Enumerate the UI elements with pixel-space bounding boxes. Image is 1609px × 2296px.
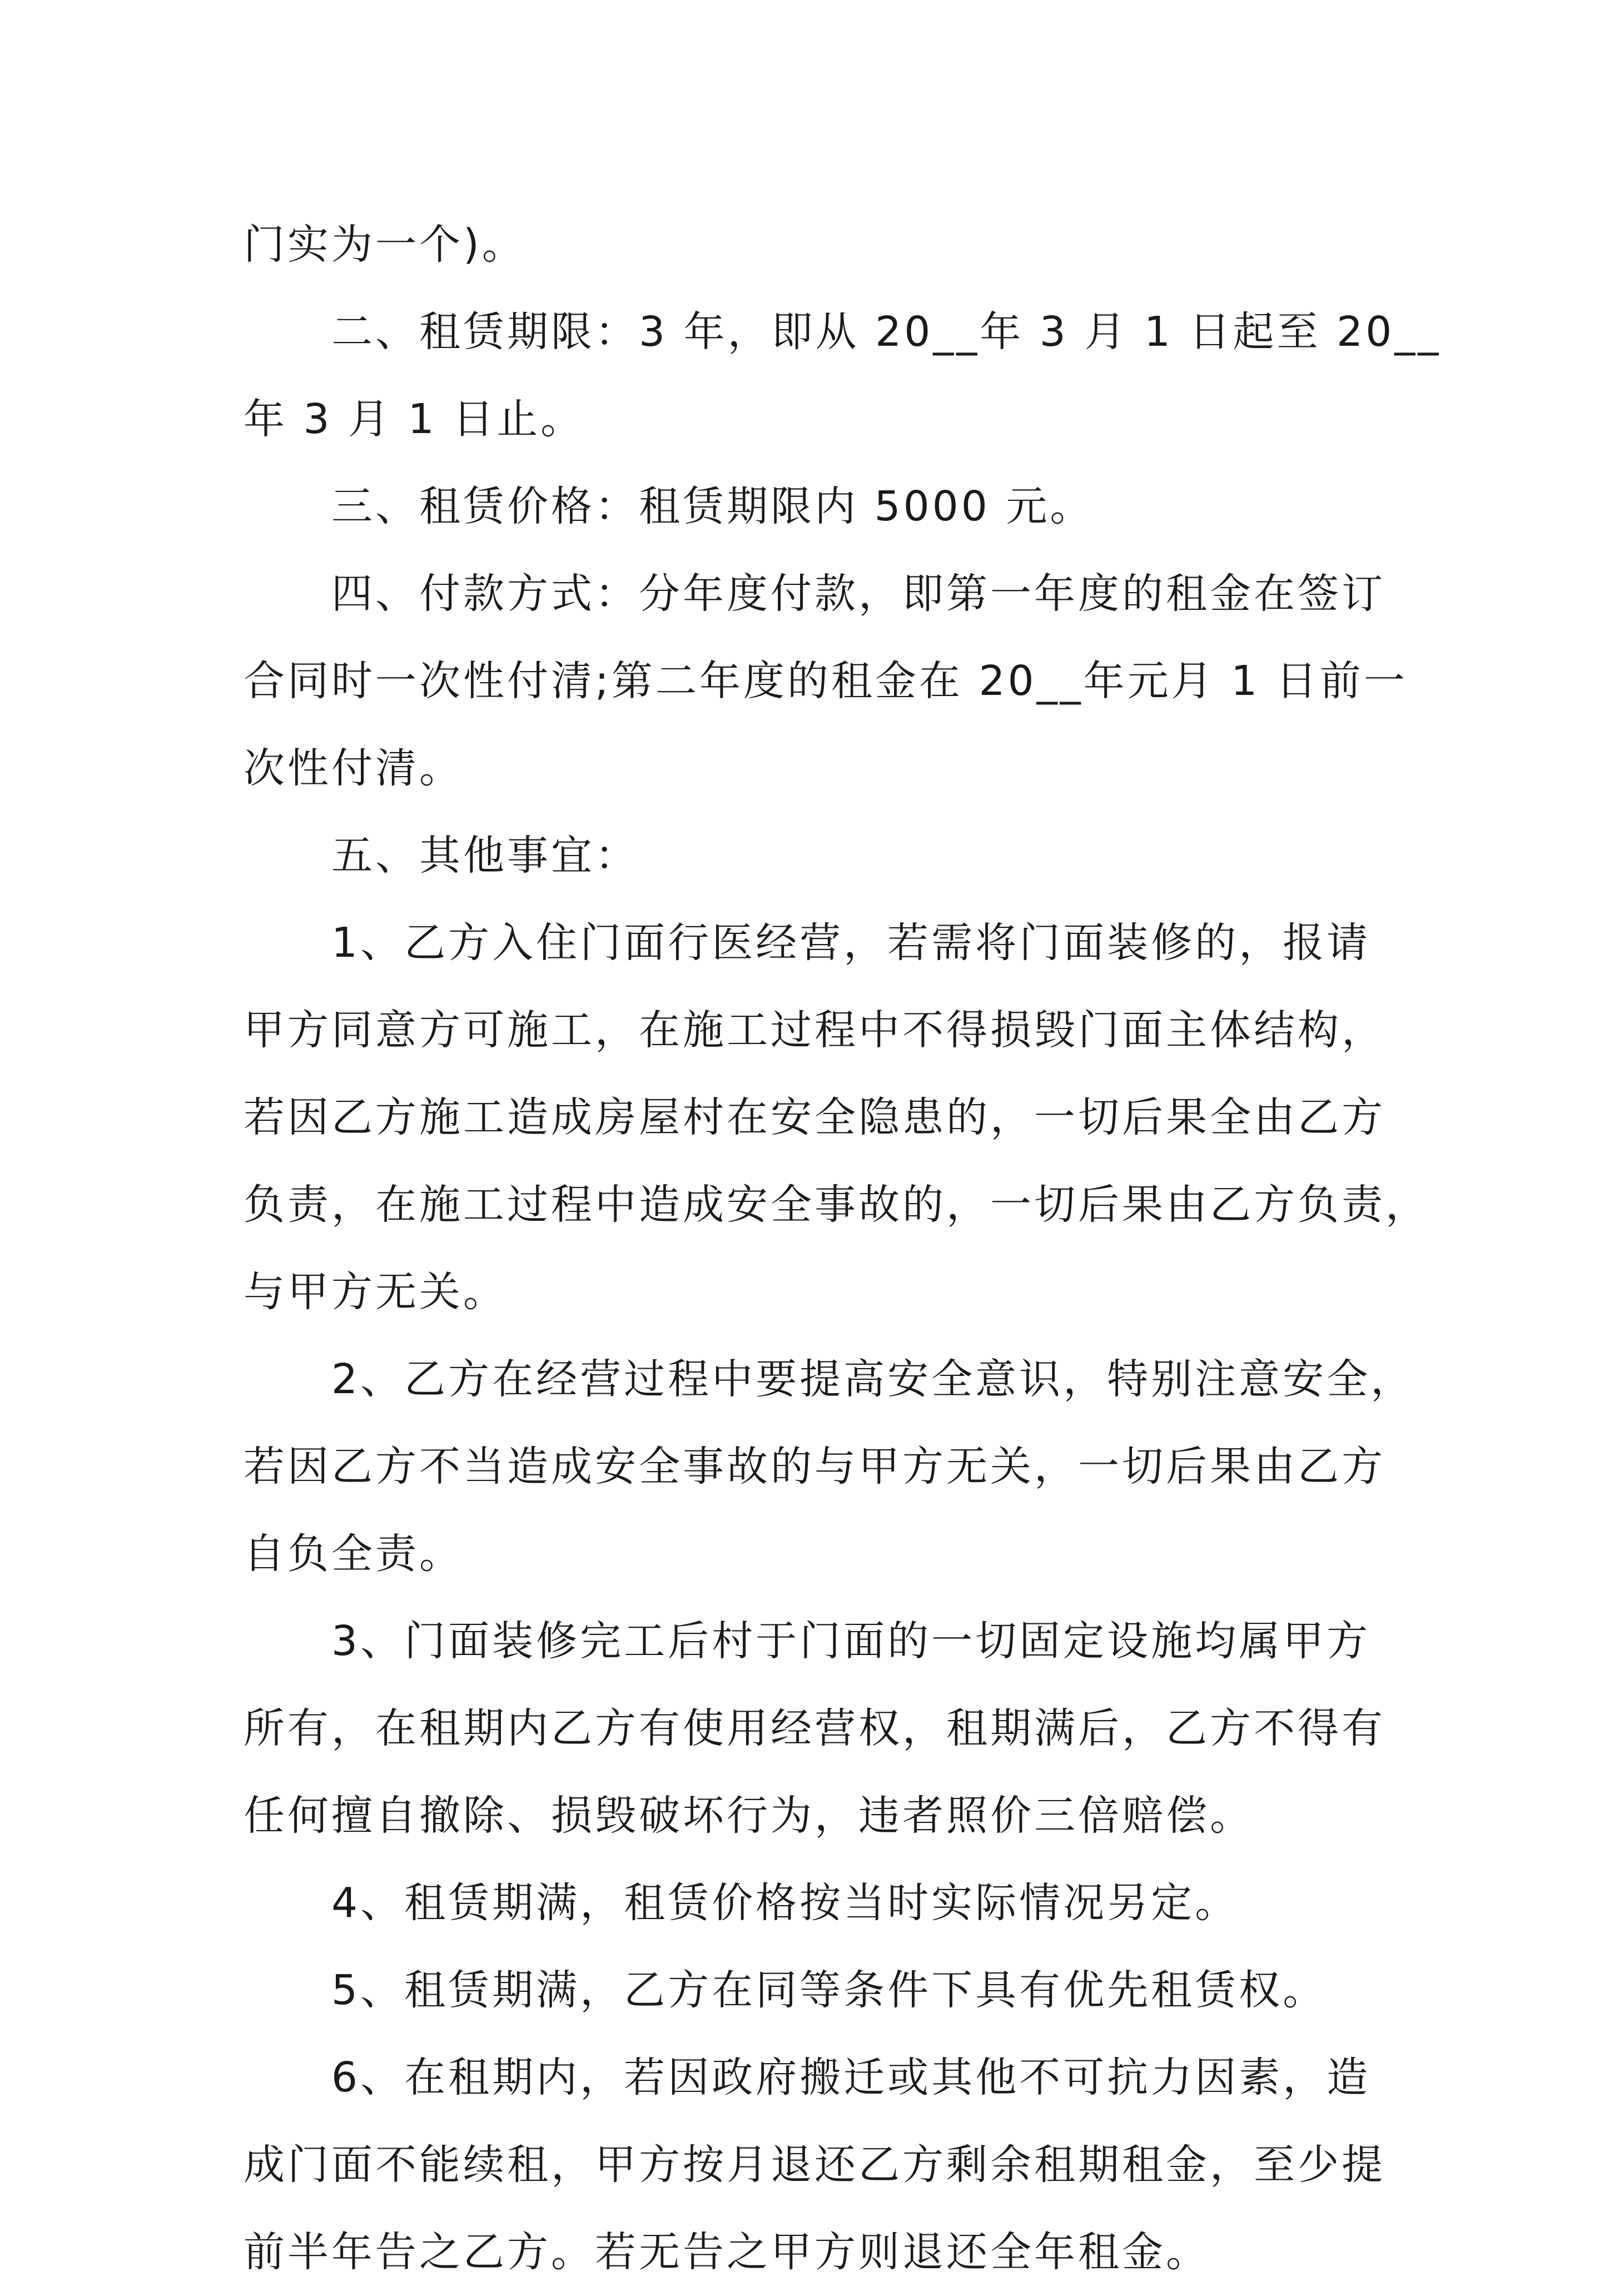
text-line: 门实为一个)。 <box>244 221 526 269</box>
text-line: 1、乙方入住门面行医经营，若需将门面装修的，报请 <box>244 919 1371 967</box>
text-line: 2、乙方在经营过程中要提高安全意识，特别注意安全， <box>244 1355 1415 1403</box>
text-line: 年 3 月 1 日止。 <box>244 395 585 443</box>
text-line: 5、租赁期满，乙方在同等条件下具有优先租赁权。 <box>244 1966 1327 2014</box>
text-line: 合同时一次性付清;第二年度的租金在 20__年元月 1 日前一 <box>244 657 1408 705</box>
text-line: 二、租赁期限：3 年，即从 20__年 3 月 1 日起至 20__ <box>244 308 1442 356</box>
text-line: 任何擅自撤除、损毁破坏行为，违者照价三倍赔偿。 <box>244 1792 1254 1840</box>
text-line: 甲方同意方可施工，在施工过程中不得损毁门面主体结构， <box>244 1006 1385 1054</box>
text-line: 次性付清。 <box>244 744 463 792</box>
text-line: 四、付款方式：分年度付款，即第一年度的租金在签订 <box>244 570 1385 618</box>
text-line: 三、租赁价格：租赁期限内 5000 元。 <box>244 483 1094 530</box>
text-line: 成门面不能续租，甲方按月退还乙方剩余租期租金，至少提 <box>244 2141 1385 2189</box>
document-body <box>244 201 1442 2296</box>
text-line: 自负全责。 <box>244 1530 463 1578</box>
text-line: 与甲方无关。 <box>244 1268 507 1316</box>
text-line: 3、门面装修完工后村于门面的一切固定设施均属甲方 <box>244 1617 1371 1665</box>
text-line: 4、租赁期满，租赁价格按当时实际情况另定。 <box>244 1879 1239 1927</box>
text-line: 若因乙方施工造成房屋村在安全隐患的，一切后果全由乙方 <box>244 1094 1385 1141</box>
text-line: 若因乙方不当造成安全事故的与甲方无关，一切后果由乙方 <box>244 1443 1385 1490</box>
text-line: 所有，在租期内乙方有使用经营权，租期满后，乙方不得有 <box>244 1704 1385 1752</box>
text-line: 前半年告之乙方。若无告之甲方则退还全年租金。 <box>244 2228 1210 2276</box>
text-line: 五、其他事宜： <box>244 832 639 879</box>
text-line: 负责，在施工过程中造成安全事故的，一切后果由乙方负责， <box>244 1181 1429 1229</box>
text-line: 6、在租期内，若因政府搬迁或其他不可抗力因素，造 <box>244 2054 1371 2101</box>
